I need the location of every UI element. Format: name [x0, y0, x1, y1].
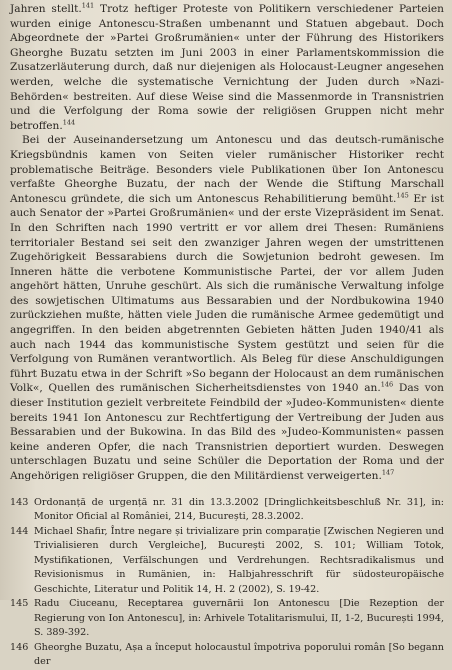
footnote-143: [10, 496, 444, 525]
footnote-144: [10, 525, 444, 598]
footnote-number: 144: [10, 525, 29, 537]
footnote-text: Gheorghe Buzatu, Așa a început holocaustul împotriva poporului român [So begann der: [34, 641, 444, 668]
footnote-number: 143: [10, 496, 29, 508]
text-run: Trotz heftiger Proteste von Politikern verschiedener Parteien wurden einige Antonescu-Straßen umbenannt und Statuen abgebaut. Doch Abgeordnete der »Partei Großrumänien« unter der Führung des Historikers Gheorghe Buzatu setzten im Juni 2003 in einer Parlamentskommission die Zusatzerläuterung durch, daß nur diejenigen als Holocaust-Leugner angesehen werden, welche die systematische Vernichtung der Juden durch »Nazi-Behörden« bestreiten. Auf diese Weise sind die Massenmorde in Transnistrien und die Verfolgung der Roma sowie der religiösen Gruppen nicht mehr betroffen.: [10, 3, 444, 132]
footnote-number: 145: [10, 598, 29, 610]
text-run: Bei der Auseinandersetzung um Antonescu und das deutsch-rumänische Kriegsbündnis kamen von Seiten vieler rumänischer Historiker recht problematische Beiträge. Besonders viele Publikationen über Ion Antonescu verfaßte Gheorghe Buzatu, der nach der Wende die Stiftung Marschall Antonescu gründete, die sich um Antonescus Rehabilitierung bemüht.: [10, 134, 444, 205]
footnote-number: 146: [10, 641, 29, 653]
paragraph-1: [10, 2, 444, 133]
text-run: Das von dieser Institution gezielt verbreitete Feindbild der »Judeo-Kommunisten« diente bereits 1941 Ion Antonescu zur Rechtfertigung der Vertreibung der Juden aus Bessarabien und der Bukowina. In das Bild des »Judeo-Kommunisten« passen keine anderen Opfer, die nach Transnistrien deportiert wurden. Deswegen unterschlagen Buzatu und seine Schüler die Deportation der Roma und der Angehörigen religiöser Gruppen, die den Militärdienst verweigerten.: [10, 382, 444, 482]
text-run: Jahren stellt.: [10, 3, 82, 15]
footnote-text: Ordonanță de urgență nr. 31 din 13.3.2002 [Dringlichkeitsbeschluß Nr. 31], in: Monitor Oficial al României, 214, București, 28.3.2002.: [34, 496, 444, 523]
main-text: [10, 2, 444, 484]
footnote-ref-144: 144: [62, 118, 76, 127]
footnote-ref-141: 141: [81, 1, 95, 10]
footnote-146: [10, 641, 444, 670]
paragraph-2: [10, 133, 444, 483]
footnote-text: Radu Ciuceanu, Receptarea guvernării Ion Antonescu [Die Rezeption der Regierung von Ion Antonescu], in: Arhivele Totalitarismului, II, 1-2, București 1994, S. 389-392.: [34, 598, 444, 639]
footnote-ref-145: 145: [396, 191, 409, 200]
footnote-145: [10, 597, 444, 641]
footnote-ref-147: 147: [381, 468, 395, 477]
footnote-ref-146: 146: [380, 380, 394, 389]
text-run: Er ist auch Senator der »Partei Großrumänien« und der erste Vizepräsident im Senat. In den Schriften nach 1990 vertritt er vor allem drei Thesen: Rumäniens territorialer Bestand sei seit den zwanziger Jahren wegen der umstrittenen Zugehörigkeit Bessarabiens durch die Sowjetunion bedroht gewesen. Im Inneren hätte die verbotene Kommunistische Partei, der vor allem Juden angehört hätten, Unruhe geschürt. Als sich die rumänische Verwaltung infolge des sowjetischen Ultimatums aus Bessarabien und der Nordbukowina 1940 zurückziehen mußte, hätten viele Juden die rumänische Armee gedemütigt und angegriffen. In den beiden abgetrennten Gebieten hätten Juden 1940/41 als auch nach 1944 das kommunistische System gestützt und seien für die Verfolgung von Rumänen verantwortlich. Als Beleg für diese Anschuldigungen führt Buzatu etwa in der Schrift »So begann der Holocaust an dem rumänischen Volk«, Quellen des rumänischen Sicherheitsdienstes von 1940 an.: [10, 192, 444, 395]
footnotes: [10, 496, 444, 670]
footnote-text: Michael Shafir, Între negare și trivializare prin comparație [Zwischen Negieren und Trivialisieren durch Vergleiche], București 2002, S. 101; William Totok, Mystifikationen, Verfälschungen und Verdrehungen. Rechtsradikalismus und Revisionismus in Rumänien, in: Halbjahresschrift für südosteuropäische Geschichte, Literatur und Politik 14, H. 2 (2002), S. 19-42.: [34, 525, 444, 595]
